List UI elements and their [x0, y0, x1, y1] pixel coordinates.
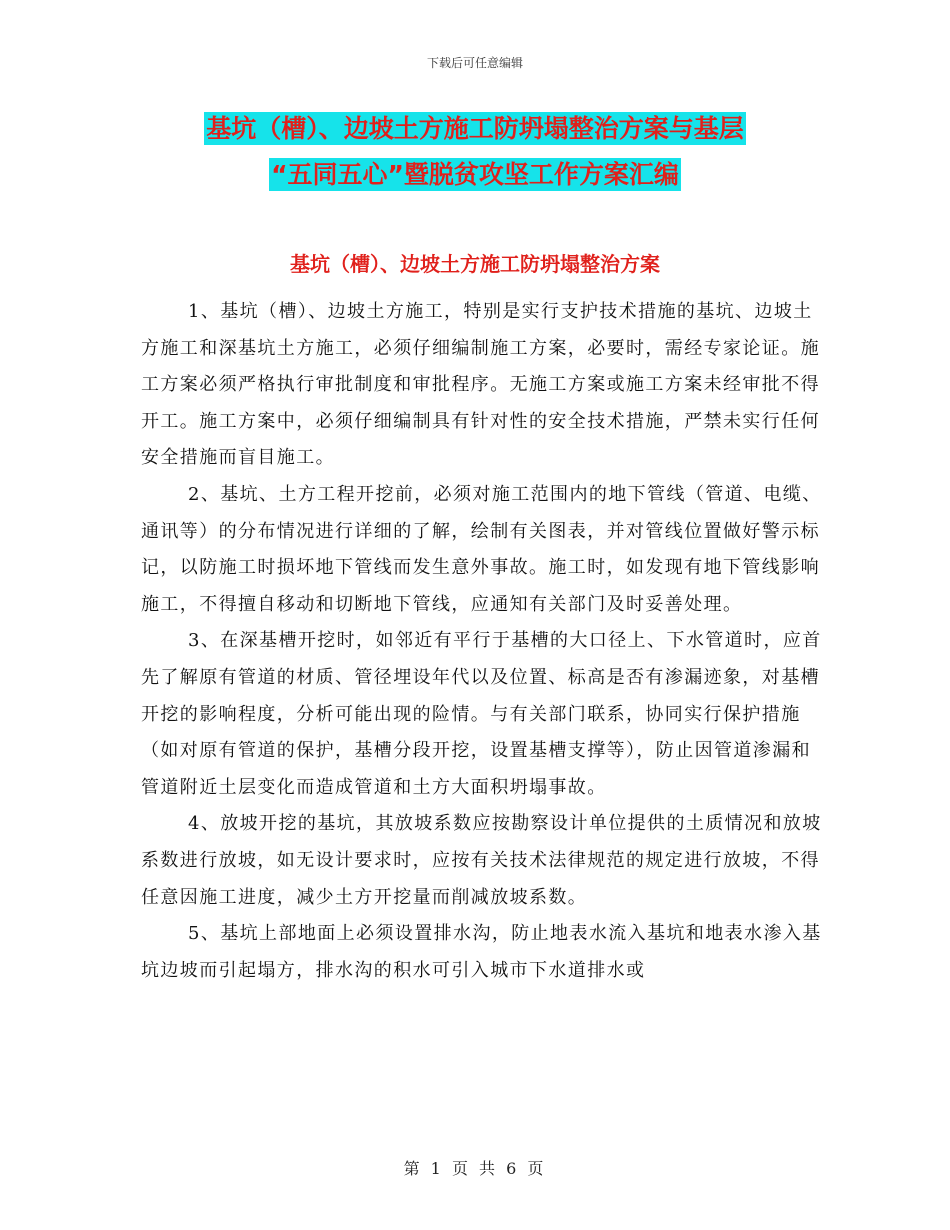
paragraph-5: 5、基坑上部地面上必须设置排水沟，防止地表水流入基坑和地表水渗入基坑边坡而引起塌方，排水沟的积水可引入城市下水道排水或 — [141, 923, 822, 981]
paragraph-2: 2、基坑、土方工程开挖前，必须对施工范围内的地下管线（管道、电缆、通讯等）的分布情况进行详细的了解，绘制有关图表，并对管线位置做好警示标记，以防施工时损坏地下管线而发生意外事故。施工时，如发现有地下管线影响施工，不得擅自移动和切断地下管线，应通知有关部门及时妥善处理。 — [141, 483, 822, 615]
section-title: 基坑（槽）、边坡土方施工防坍塌整治方案 — [290, 252, 660, 276]
page-footer: 第 1 页 共 6 页 — [403, 1159, 547, 1178]
document-title-line-2 — [0, 158, 950, 192]
document-title-line-2-text: “五同五心”暨脱贫攻坚工作方案汇编 — [271, 160, 679, 189]
document-body — [141, 294, 826, 989]
paragraph-4: 4、放坡开挖的基坑，其放坡系数应按勘察设计单位提供的土质情况和放坡系数进行放坡，如无设计要求时，应按有关技术法律规范的规定进行放坡，不得任意因施工进度，减少土方开挖量而削减放坡系数。 — [141, 813, 822, 908]
header-note: 下载后可任意编辑 — [426, 56, 523, 70]
paragraph-1: 1、基坑（槽）、边坡土方施工，特别是实行支护技术措施的基坑、边坡土方施工和深基坑土方施工，必须仔细编制施工方案，必要时，需经专家论证。施工方案必须严格执行审批制度和审批程序。无施工方案或施工方案未经审批不得开工。施工方案中，必须仔细编制具有针对性的安全技术措施，严禁未实行任何安全措施而盲目施工。 — [141, 301, 820, 469]
document-title-line-1-text: 基坑（槽）、边坡土方施工防坍塌整治方案与基层 — [206, 114, 744, 143]
paragraph-3: 3、在深基槽开挖时，如邻近有平行于基槽的大口径上、下水管道时，应首先了解原有管道的材质、管径埋设年代以及位置、标高是否有渗漏迹象，对基槽开挖的影响程度，分析可能出现的险情。与有关部门联系，协同实行保护措施（如对原有管道的保护，基槽分段开挖，设置基槽支撑等），防止因管道渗漏和管道附近土层变化而造成管道和土方大面积坍塌事故。 — [141, 630, 822, 798]
document-title-line-1 — [0, 112, 950, 146]
